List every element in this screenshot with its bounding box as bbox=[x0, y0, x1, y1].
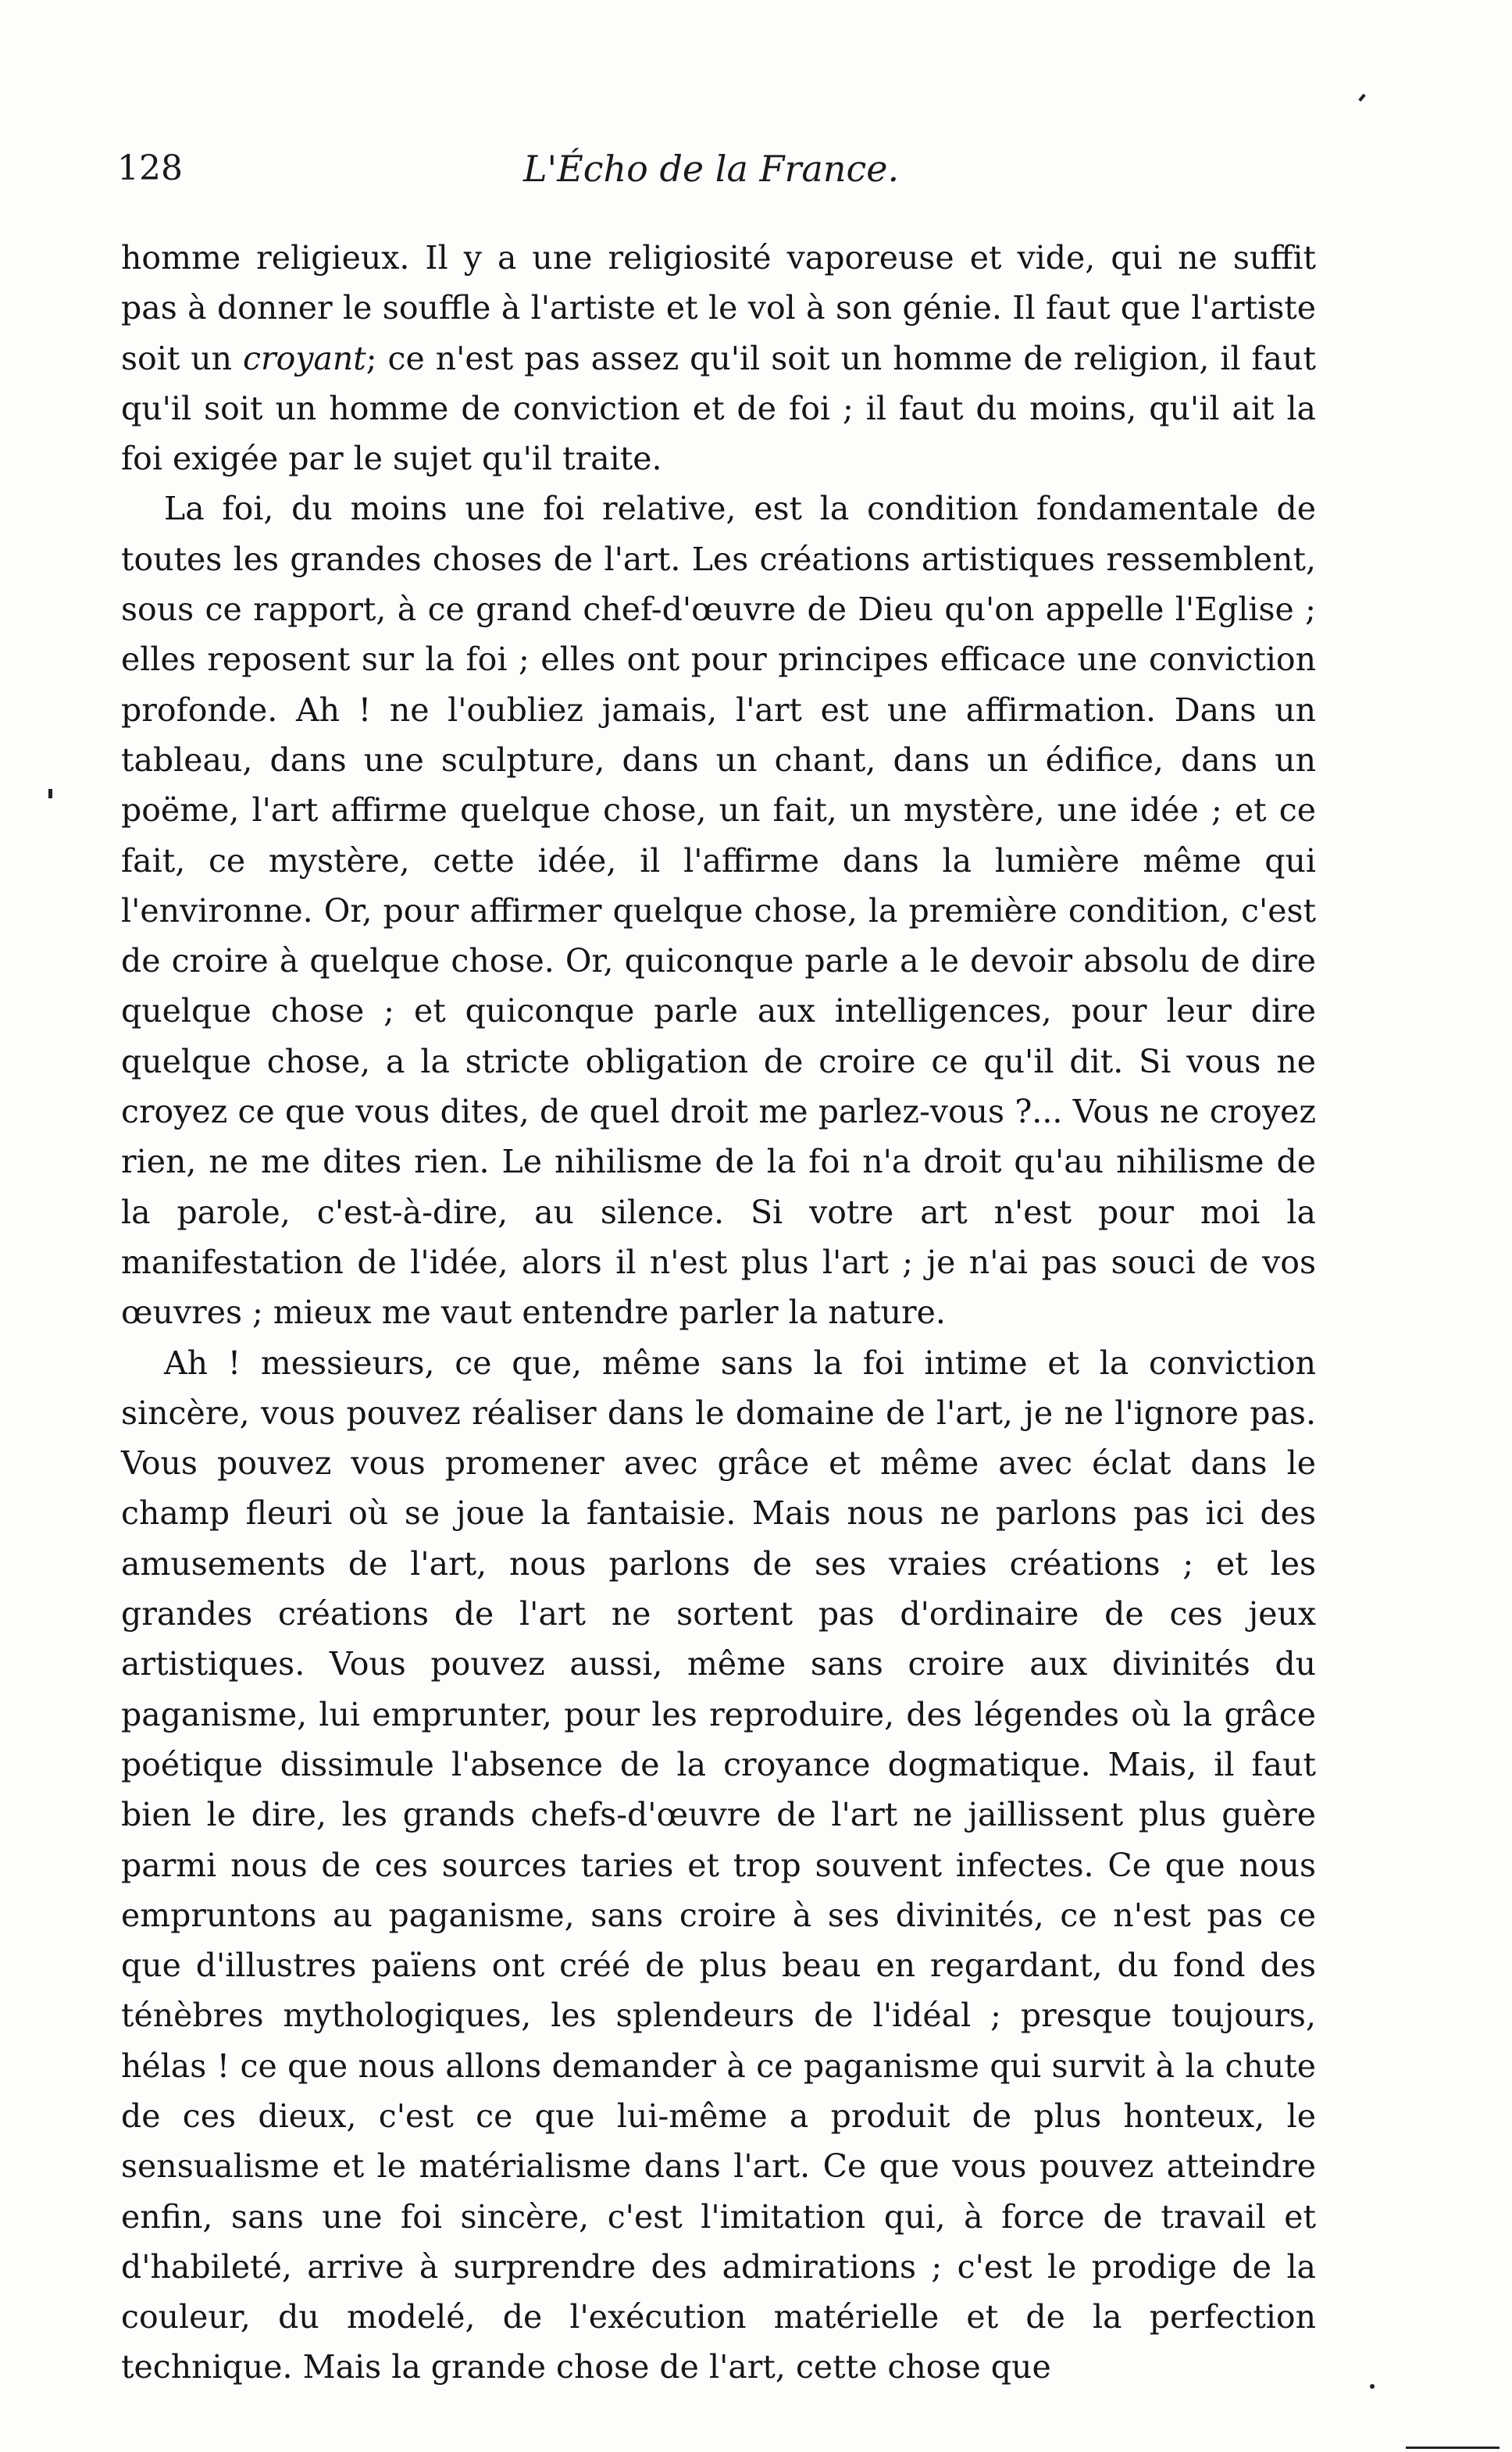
scan-speck bbox=[1370, 2384, 1375, 2389]
paragraph-3: Ah ! messieurs, ce que, même sans la foi intime et la conviction sincère, vous pouvez réaliser dans le domaine de l'art, je ne l'ignore pas. Vous pouvez vous promener avec grâce et même avec éclat dans le champ fleuri où se joue la fantaisie. Mais nous ne parlons pas ici des amusements de l'art, nous parlons de ses vraies créations ; et les grandes créations de l'art ne sortent pas d'ordinaire de ces jeux artistiques. Vous pouvez aussi, même sans croire aux divinités du paganisme, lui emprunter, pour les reproduire, des légendes où la grâce poétique dissimule l'absence de la croyance dogmatique. Mais, il faut bien le dire, les grands chefs-d'œuvre de l'art ne jaillissent plus guère parmi nous de ces sources taries et trop souvent infectes. Ce que nous empruntons au paganisme, sans croire à ses divinités, ce n'est pas ce que d'illustres païens ont créé de plus beau en regardant, du fond des ténèbres mythologiques, les splendeurs de l'idéal ; presque toujours, hélas ! ce que nous allons demander à ce paganisme qui survit à la chute de ces dieux, c'est ce que lui-même a produit de plus honteux, le sensualisme et le matérialisme dans l'art. Ce que vous pouvez atteindre enfin, sans une foi sincère, c'est l'imitation qui, à force de travail et d'habileté, arrive à surprendre des admirations ; c'est le prodige de la couleur, du modelé, de l'exécution matérielle et de la perfection technique. Mais la grande chose de l'art, cette chose que bbox=[121, 1344, 1316, 2386]
running-head bbox=[117, 145, 1320, 200]
paragraph-1 bbox=[121, 233, 1316, 484]
paragraph-1-after: ; ce n'est pas assez qu'il soit un homme de religion, il faut qu'il soit un homme de conviction et de foi ; il faut du moins, qu'il ait la foi exigée par le sujet qu'il traite. bbox=[121, 339, 1316, 478]
paragraph-2: La foi, du moins une foi relative, est la condition fondamentale de toutes les grandes choses de l'art. Les créations artistiques ressemblent, sous ce rapport, à ce grand chef-d'œuvre de Dieu qu'on appelle l'Eglise ; elles reposent sur la foi ; elles ont pour principes efficace une conviction profonde. Ah ! ne l'oubliez jamais, l'art est une affirmation. Dans un tableau, dans une sculpture, dans un chant, dans un édifice, dans un poëme, l'art affirme quelque chose, un fait, un mystère, une idée ; et ce fait, ce mystère, cette idée, il l'affirme dans la lumière même qui l'environne. Or, pour affirmer quelque chose, la première condition, c'est de croire à quelque chose. Or, quiconque parle a le devoir absolu de dire quelque chose ; et quiconque parle aux intelligences, pour leur dire quelque chose, a la stricte obligation de croire ce qu'il dit. Si vous ne croyez ce que vous dites, de quel droit me parlez-vous ?... Vous ne croyez rien, ne me dites rien. Le nihilisme de la foi n'a droit qu'au nihilisme de la parole, c'est-à-dire, au silence. Si votre art n'est pour moi la manifestation de l'idée, alors il n'est plus l'art ; je n'ai pas souci de vos œuvres ; mieux me vaut entendre parler la nature. bbox=[121, 490, 1316, 1332]
page-number: 128 bbox=[117, 148, 183, 188]
body-text bbox=[121, 233, 1316, 2393]
scan-speck bbox=[1358, 94, 1365, 102]
paragraph-1-before: homme religieux. Il y a une religiosité vaporeuse et vide, qui ne suffit pas à donner le souffle à l'artiste et le vol à son génie. Il faut que l'artiste soit un bbox=[121, 239, 1316, 377]
scan-speck bbox=[1406, 2447, 1500, 2449]
paragraph-1-emphasis: croyant bbox=[243, 339, 366, 377]
running-title: L'Écho de la France. bbox=[523, 148, 900, 190]
scan-speck bbox=[48, 789, 52, 798]
